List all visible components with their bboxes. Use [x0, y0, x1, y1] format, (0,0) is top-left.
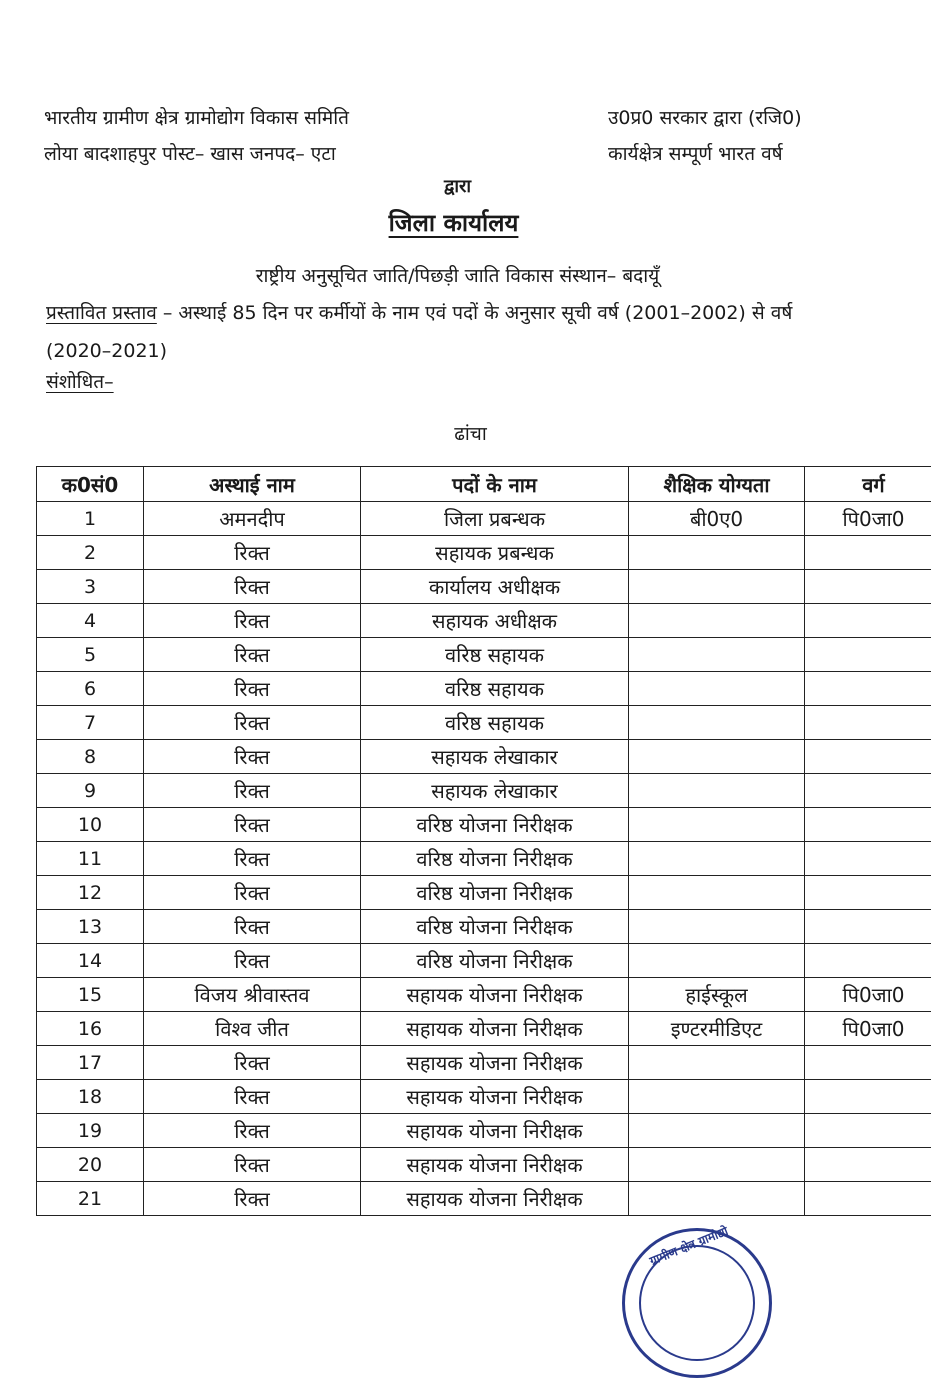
temp-name-cell: रिक्त [144, 638, 361, 672]
qualification-cell [629, 604, 805, 638]
category-cell [805, 1080, 931, 1114]
post-name-cell: वरिष्ठ योजना निरीक्षक [361, 842, 629, 876]
post-name-cell: जिला प्रबन्धक [361, 502, 629, 536]
post-name-cell: सहायक योजना निरीक्षक [361, 1114, 629, 1148]
serial-cell: 14 [37, 944, 144, 978]
table-row [37, 1046, 931, 1080]
official-stamp [622, 1228, 772, 1378]
category-cell [805, 1046, 931, 1080]
table-row [37, 774, 931, 808]
organization-address-block [44, 104, 349, 176]
table-header-row [37, 467, 931, 502]
header-qualification: शैक्षिक योग्यता [629, 467, 805, 502]
category-cell [805, 808, 931, 842]
temp-name-cell: रिक्त [144, 944, 361, 978]
post-name-cell: सहायक प्रबन्धक [361, 536, 629, 570]
post-name-cell: सहायक योजना निरीक्षक [361, 1080, 629, 1114]
post-name-cell: सहायक लेखाकार [361, 774, 629, 808]
temp-name-cell: अमनदीप [144, 502, 361, 536]
table-row [37, 910, 931, 944]
serial-cell: 13 [37, 910, 144, 944]
qualification-cell [629, 1114, 805, 1148]
header-post-name: पदों के नाम [361, 467, 629, 502]
post-name-cell: सहायक योजना निरीक्षक [361, 1046, 629, 1080]
registration-line: उ0प्र0 सरकार द्वारा (रजि0) [608, 104, 802, 140]
table-row [37, 536, 931, 570]
category-cell [805, 944, 931, 978]
temp-name-cell: रिक्त [144, 876, 361, 910]
qualification-cell: हाईस्कूल [629, 978, 805, 1012]
qualification-cell [629, 570, 805, 604]
post-name-cell: वरिष्ठ योजना निरीक्षक [361, 910, 629, 944]
qualification-cell [629, 1046, 805, 1080]
table-row [37, 808, 931, 842]
post-name-cell: वरिष्ठ सहायक [361, 638, 629, 672]
staff-table-body [37, 502, 931, 1216]
serial-cell: 1 [37, 502, 144, 536]
temp-name-cell: रिक्त [144, 1182, 361, 1216]
post-name-cell: सहायक योजना निरीक्षक [361, 1012, 629, 1046]
table-row [37, 672, 931, 706]
category-cell [805, 1182, 931, 1216]
post-name-cell: सहायक योजना निरीक्षक [361, 978, 629, 1012]
office-title [0, 206, 919, 239]
temp-name-cell: रिक्त [144, 774, 361, 808]
serial-cell: 8 [37, 740, 144, 774]
temp-name-cell: रिक्त [144, 1080, 361, 1114]
temp-name-cell: रिक्त [144, 1148, 361, 1182]
post-name-cell: वरिष्ठ सहायक [361, 706, 629, 740]
table-row [37, 740, 931, 774]
temp-name-cell: रिक्त [144, 570, 361, 604]
post-name-cell: सहायक योजना निरीक्षक [361, 1148, 629, 1182]
serial-cell: 11 [37, 842, 144, 876]
qualification-cell [629, 1148, 805, 1182]
post-name-cell: कार्यालय अधीक्षक [361, 570, 629, 604]
table-row [37, 570, 931, 604]
qualification-cell [629, 740, 805, 774]
serial-cell: 16 [37, 1012, 144, 1046]
temp-name-cell: रिक्त [144, 808, 361, 842]
jurisdiction-line: कार्यक्षेत्र सम्पूर्ण भारत वर्ष [608, 140, 802, 176]
qualification-cell [629, 944, 805, 978]
table-row [37, 944, 931, 978]
category-cell [805, 638, 931, 672]
qualification-cell [629, 774, 805, 808]
table-row [37, 1080, 931, 1114]
office-title-text: जिला कार्यालय [389, 209, 519, 237]
post-name-cell: सहायक अधीक्षक [361, 604, 629, 638]
table-row [37, 876, 931, 910]
registration-block [608, 104, 802, 176]
post-name-cell: वरिष्ठ योजना निरीक्षक [361, 808, 629, 842]
qualification-cell: इण्टरमीडिएट [629, 1012, 805, 1046]
organization-address: लोया बादशाहपुर पोस्ट– खास जनपद– एटा [44, 140, 349, 176]
stamp-text: ग्रामीण क्षेत्र ग्रामोद्यो [647, 1222, 731, 1269]
serial-cell: 20 [37, 1148, 144, 1182]
qualification-cell [629, 876, 805, 910]
serial-cell: 12 [37, 876, 144, 910]
qualification-cell [629, 706, 805, 740]
category-cell [805, 604, 931, 638]
institute-line: राष्ट्रीय अनुसूचित जाति/पिछड़ी जाति विकास संस्थान– बदायूँ [0, 262, 923, 288]
serial-cell: 3 [37, 570, 144, 604]
qualification-cell [629, 638, 805, 672]
temp-name-cell: रिक्त [144, 672, 361, 706]
serial-cell: 17 [37, 1046, 144, 1080]
category-cell: पि0जा0 [805, 1012, 931, 1046]
header-temp-name: अस्थाई नाम [144, 467, 361, 502]
revised-label: संशोधित– [46, 368, 114, 394]
post-name-cell: वरिष्ठ योजना निरीक्षक [361, 876, 629, 910]
serial-cell: 15 [37, 978, 144, 1012]
serial-cell: 18 [37, 1080, 144, 1114]
table-row [37, 1148, 931, 1182]
category-cell [805, 570, 931, 604]
category-cell [805, 1114, 931, 1148]
qualification-cell [629, 672, 805, 706]
staff-table [36, 466, 931, 1216]
category-cell [805, 774, 931, 808]
serial-cell: 4 [37, 604, 144, 638]
serial-cell: 10 [37, 808, 144, 842]
table-row [37, 706, 931, 740]
table-row [37, 1114, 931, 1148]
table-row [37, 638, 931, 672]
temp-name-cell: विजय श्रीवास्तव [144, 978, 361, 1012]
qualification-cell [629, 808, 805, 842]
structure-label: ढांचा [0, 420, 931, 446]
temp-name-cell: रिक्त [144, 536, 361, 570]
post-name-cell: सहायक योजना निरीक्षक [361, 1182, 629, 1216]
table-row [37, 1182, 931, 1216]
qualification-cell [629, 536, 805, 570]
category-cell: पि0जा0 [805, 502, 931, 536]
temp-name-cell: विश्व जीत [144, 1012, 361, 1046]
organization-name: भारतीय ग्रामीण क्षेत्र ग्रामोद्योग विकास समिति [44, 104, 349, 140]
header-category: वर्ग [805, 467, 931, 502]
header-serial: क0सं0 [37, 467, 144, 502]
temp-name-cell: रिक्त [144, 706, 361, 740]
temp-name-cell: रिक्त [144, 842, 361, 876]
serial-cell: 7 [37, 706, 144, 740]
temp-name-cell: रिक्त [144, 1114, 361, 1148]
category-cell [805, 842, 931, 876]
temp-name-cell: रिक्त [144, 740, 361, 774]
temp-name-cell: रिक्त [144, 604, 361, 638]
temp-name-cell: रिक्त [144, 910, 361, 944]
category-cell [805, 706, 931, 740]
serial-cell: 21 [37, 1182, 144, 1216]
category-cell: पि0जा0 [805, 978, 931, 1012]
serial-cell: 2 [37, 536, 144, 570]
post-name-cell: वरिष्ठ सहायक [361, 672, 629, 706]
proposal-paragraph [46, 294, 826, 370]
table-row [37, 842, 931, 876]
table-row [37, 978, 931, 1012]
post-name-cell: सहायक लेखाकार [361, 740, 629, 774]
qualification-cell: बी0ए0 [629, 502, 805, 536]
serial-cell: 6 [37, 672, 144, 706]
serial-cell: 5 [37, 638, 144, 672]
proposal-label: प्रस्तावित प्रस्ताव [46, 302, 157, 324]
post-name-cell: वरिष्ठ योजना निरीक्षक [361, 944, 629, 978]
category-cell [805, 740, 931, 774]
table-row [37, 502, 931, 536]
table-row [37, 1012, 931, 1046]
category-cell [805, 1148, 931, 1182]
qualification-cell [629, 1080, 805, 1114]
temp-name-cell: रिक्त [144, 1046, 361, 1080]
proposal-text: – अस्थाई 85 दिन पर कर्मीयों के नाम एवं पदों के अनुसार सूची वर्ष (2001–2002) से वर्ष (2020–2021) [46, 302, 792, 362]
by-label: द्वारा [0, 174, 923, 198]
qualification-cell [629, 842, 805, 876]
serial-cell: 9 [37, 774, 144, 808]
qualification-cell [629, 1182, 805, 1216]
category-cell [805, 910, 931, 944]
category-cell [805, 672, 931, 706]
table-row [37, 604, 931, 638]
qualification-cell [629, 910, 805, 944]
serial-cell: 19 [37, 1114, 144, 1148]
category-cell [805, 536, 931, 570]
category-cell [805, 876, 931, 910]
